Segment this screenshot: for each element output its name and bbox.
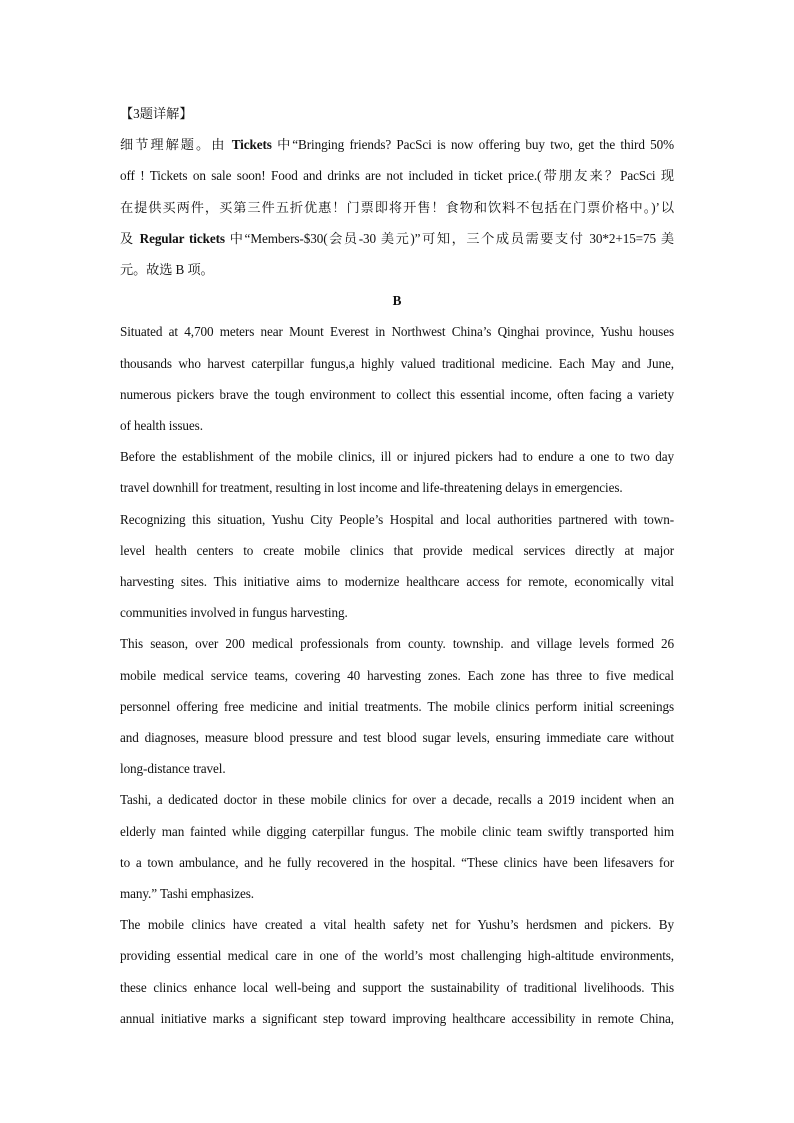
paragraph-line: Recognizing this situation, Yushu City People’s Hospital and local authorities partnered with town-	[120, 511, 674, 527]
explanation-line: 元。故选 B 项。	[120, 262, 214, 278]
paragraph-line: of health issues.	[120, 418, 203, 434]
question-3-heading: 【3题详解】	[120, 106, 193, 121]
paragraph-line: to a town ambulance, and he fully recovered in the hospital. “These clinics have been lifesavers for	[120, 854, 674, 870]
explanation-line: 细节理解题。由 Tickets 中“Bringing friends? PacSci is now offering buy two, get the third 50%	[120, 137, 674, 153]
paragraph-line: long-distance travel.	[120, 761, 226, 777]
paragraph-line: these clinics enhance local well-being and support the sustainability of traditional livelihoods. This	[120, 979, 674, 995]
paragraph-line: and diagnoses, measure blood pressure and test blood sugar levels, ensuring immediate care without	[120, 730, 674, 746]
paragraph-line: providing essential medical care in one of the world’s most challenging high-altitude environments,	[120, 948, 674, 964]
explanation-line: off ! Tickets on sale soon! Food and drinks are not included in ticket price.(带朋友来？PacSci 现	[120, 168, 674, 184]
question-3-explanation	[120, 129, 674, 285]
paragraph-line: This season, over 200 medical professionals from county. township. and village levels formed 26	[120, 636, 674, 652]
paragraph-line: elderly man fainted while digging caterpillar fungus. The mobile clinic team swiftly transported him	[120, 823, 674, 839]
paragraph-line: Before the establishment of the mobile clinics, ill or injured pickers had to endure a one to two day	[120, 449, 674, 465]
paragraph-line: numerous pickers brave the tough environment to collect this essential income, often facing a variety	[120, 386, 674, 402]
paragraph-line: harvesting sites. This initiative aims to modernize healthcare access for remote, economically vital	[120, 574, 674, 590]
paragraph-line: level health centers to create mobile clinics that provide medical services directly at major	[120, 542, 674, 558]
paragraph-line: many.” Tashi emphasizes.	[120, 886, 255, 902]
paragraph-line: thousands who harvest caterpillar fungus,a highly valued traditional medicine. Each May and June,	[120, 355, 674, 371]
paragraph-line: travel downhill for treatment, resulting in lost income and life-threatening delays in emergencies.	[120, 480, 623, 496]
paragraph-line: communities involved in fungus harvesting.	[120, 605, 348, 621]
explanation-line: 及 Regular tickets 中“Members-$30(会员-30 美元)”可知，三个成员需要支付 30*2+15=75 美	[120, 230, 674, 246]
paragraph-line: The mobile clinics have created a vital health safety net for Yushu’s herdsmen and pickers. By	[120, 917, 674, 933]
paragraph-line: Situated at 4,700 meters near Mount Everest in Northwest China’s Qinghai province, Yushu houses	[120, 324, 674, 340]
paragraph-line: annual initiative marks a significant step toward improving healthcare accessibility in remote China,	[120, 1010, 674, 1026]
passage-body	[120, 316, 674, 1034]
passage-label: B	[392, 293, 402, 309]
document-page	[120, 98, 674, 1034]
paragraph-line: personnel offering free medicine and initial treatments. The mobile clinics perform initial screenings	[120, 698, 674, 714]
paragraph-line: Tashi, a dedicated doctor in these mobile clinics for over a decade, recalls a 2019 incident when an	[120, 792, 674, 808]
explanation-line: 在提供买两件，买第三件五折优惠！门票即将开售！食物和饮料不包括在门票价格中。)’以	[120, 199, 674, 215]
paragraph-line: mobile medical service teams, covering 40 harvesting zones. Each zone has three to five medical	[120, 667, 674, 683]
